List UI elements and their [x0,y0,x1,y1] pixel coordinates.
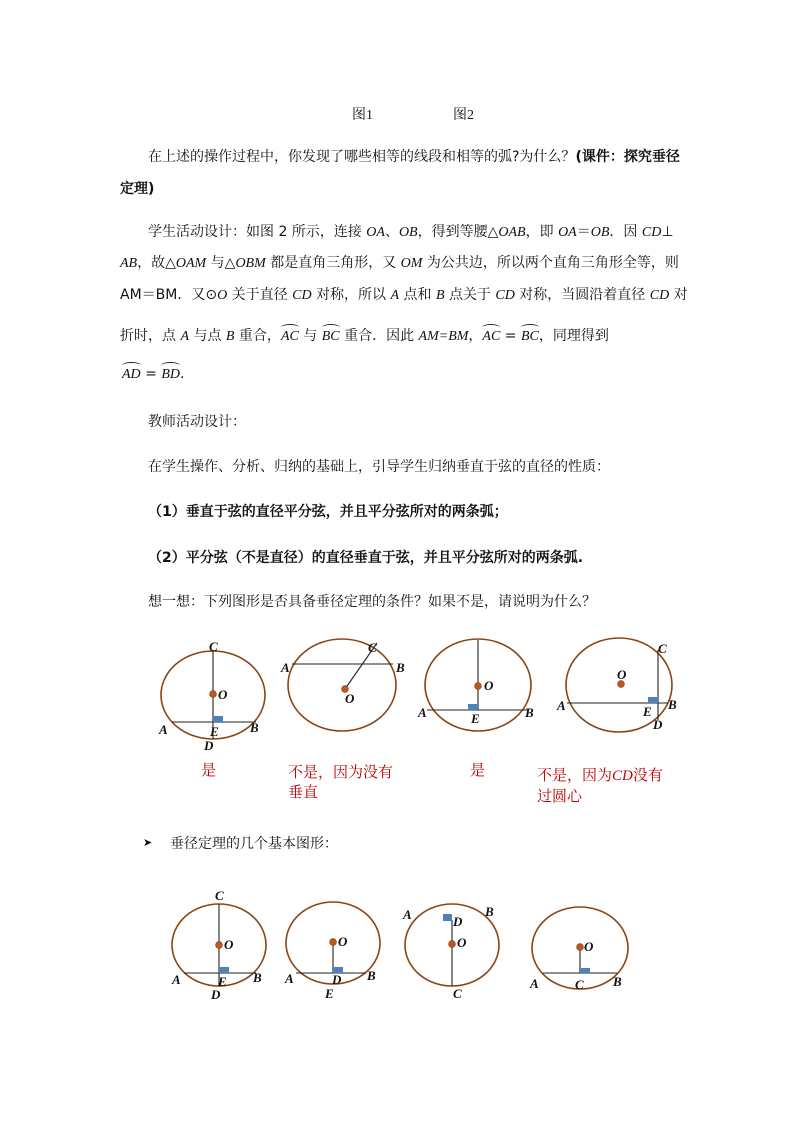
text-run: ，故△ [137,255,176,271]
text-run: AB [120,256,138,271]
text-run: ．因 [609,224,642,240]
text-run: = [140,366,162,382]
text-run: 折时，点 [120,328,181,344]
arc-bd: BD [161,365,180,385]
text-run: 不是，因为 [537,766,613,784]
text-run: 点关于 [444,287,496,303]
text-run: OB [590,225,610,240]
text-run: CD [292,288,312,303]
point-label: O [617,667,627,682]
arc-bc: BC [322,327,340,347]
text-run: 与点 [189,328,226,344]
point-label: E [643,704,652,719]
text-run: B [435,288,445,303]
point-label: O [584,939,594,954]
text-run: 重合．因此 [339,328,419,344]
figure-2-caption: 图2 [453,108,474,123]
point-label: B [250,720,259,735]
point-label: E [210,724,219,739]
text-run: ＝ [576,224,591,240]
text-run: OAM [175,256,207,271]
text-run: CD [612,768,633,784]
paragraph-question-cont: 定理) [120,181,155,197]
arc-ad: AD [122,365,141,385]
text-run: . [179,366,185,382]
text-run: A [180,329,190,344]
text-run: 在上述的操作过程中，你发现了哪些相等的线段和相等的弧?为什么？ [148,149,576,165]
text-run: AM＝BM．又⊙ [120,287,218,303]
point-label: C [575,977,584,992]
text-run: ，得到等腰△ [417,224,499,240]
circle-2 [288,639,396,731]
point-label: D [653,717,663,732]
text-run: 为公共边，所以两个直角三角形全等，则 [422,255,679,271]
text-run: ， [468,328,483,344]
point-label: B [668,697,677,712]
point-label: O [218,687,228,702]
text-run: OA [558,225,577,240]
point-label: B [396,660,405,675]
point-label: D [332,972,342,987]
text-run: 关于直径 [227,287,293,303]
point-label: E [325,986,334,1001]
point-label: D [204,738,214,753]
answer-2-line1: 不是，因为没有 [288,763,394,781]
point-label: O [224,937,234,952]
answer-3: 是 [470,761,486,779]
basic-figures-heading: 垂径定理的几个基本图形： [170,836,338,852]
text-run: CD [649,288,670,303]
text-run: 都是直角三角形，又 [265,255,401,271]
point-label: O [457,935,467,950]
property-2: （2）平分弦（不是直径）的直径垂直于弦，并且平分弦所对的两条弧. [148,550,584,566]
text-run: 重合， [234,328,281,344]
point-label: A [530,976,539,991]
text-run: AM=BM [418,329,469,344]
point-label: C [215,888,224,903]
text-run: OAB [498,225,526,240]
text-run: 没有 [632,766,663,784]
point-label: D [211,987,221,1002]
point-label: O [484,678,494,693]
point-label: B [253,970,262,985]
point-label: A [285,971,294,986]
text-run: OA [366,225,385,240]
text-run: A [390,288,400,303]
text-run: 、 [384,224,399,240]
text-run: CD [641,225,662,240]
text-run: OB [398,225,418,240]
point-label: A [159,722,168,737]
answer-2-line2: 垂直 [288,783,319,801]
point-label: C [209,639,218,654]
point-label: B [367,968,376,983]
text-run: CD [495,288,515,303]
point-label: D [453,914,463,929]
text-run: OM [400,256,423,271]
point-label: E [471,711,480,726]
point-label: C [453,986,462,1001]
arc-bc-2: BC [521,327,539,347]
point-label: A [557,698,566,713]
point-label: B [485,904,494,919]
text-run: 与△ [206,255,236,271]
point-label: O [345,691,355,706]
answer-4-line2: 过圆心 [537,787,583,805]
teacher-activity-intro: 在学生操作、分析、归纳的基础上，引导学生归纳垂直于弦的直径的性质： [148,459,610,475]
point-label: E [218,974,227,989]
text-run: B [225,329,235,344]
text-run: (课件：探究垂径 [575,149,680,165]
point-label: O [338,934,348,949]
text-run: 对称，当圆沿着直径 [514,287,650,303]
arc-ac-2: AC [482,327,500,347]
bullet-arrow-icon: ➤ [143,836,153,849]
point-label: A [403,907,412,922]
point-label: C [658,641,667,656]
point-label: A [281,660,290,675]
answer-1: 是 [201,761,217,779]
text-run: 点和 [399,287,436,303]
text-run: = [500,328,521,344]
text-run: ⊥ [661,224,674,240]
text-run: 学生活动设计：如图 2 所示，连接 [148,224,367,240]
point-label: B [525,705,534,720]
text-run: O [217,288,228,303]
point-label: A [172,972,181,987]
text-run: 与 [298,328,322,344]
text-run: ，同理得到 [538,328,609,344]
text-run: ，即 [525,224,559,240]
text-run: OBM [235,256,266,271]
arc-ac: AC [281,327,299,347]
think-question: 想一想：下列图形是否具备垂径定理的条件？如果不是，请说明为什么？ [148,594,596,610]
text-run: 对 [669,287,688,303]
point-label: B [613,974,622,989]
property-1: （1）垂直于弦的直径平分弦，并且平分弦所对的两条弧； [148,504,508,520]
point-label: A [418,705,427,720]
text-run: 对称，所以 [311,287,391,303]
teacher-activity-heading: 教师活动设计： [148,414,246,430]
point-label: C [368,640,377,655]
figure-1-caption: 图1 [352,108,373,123]
